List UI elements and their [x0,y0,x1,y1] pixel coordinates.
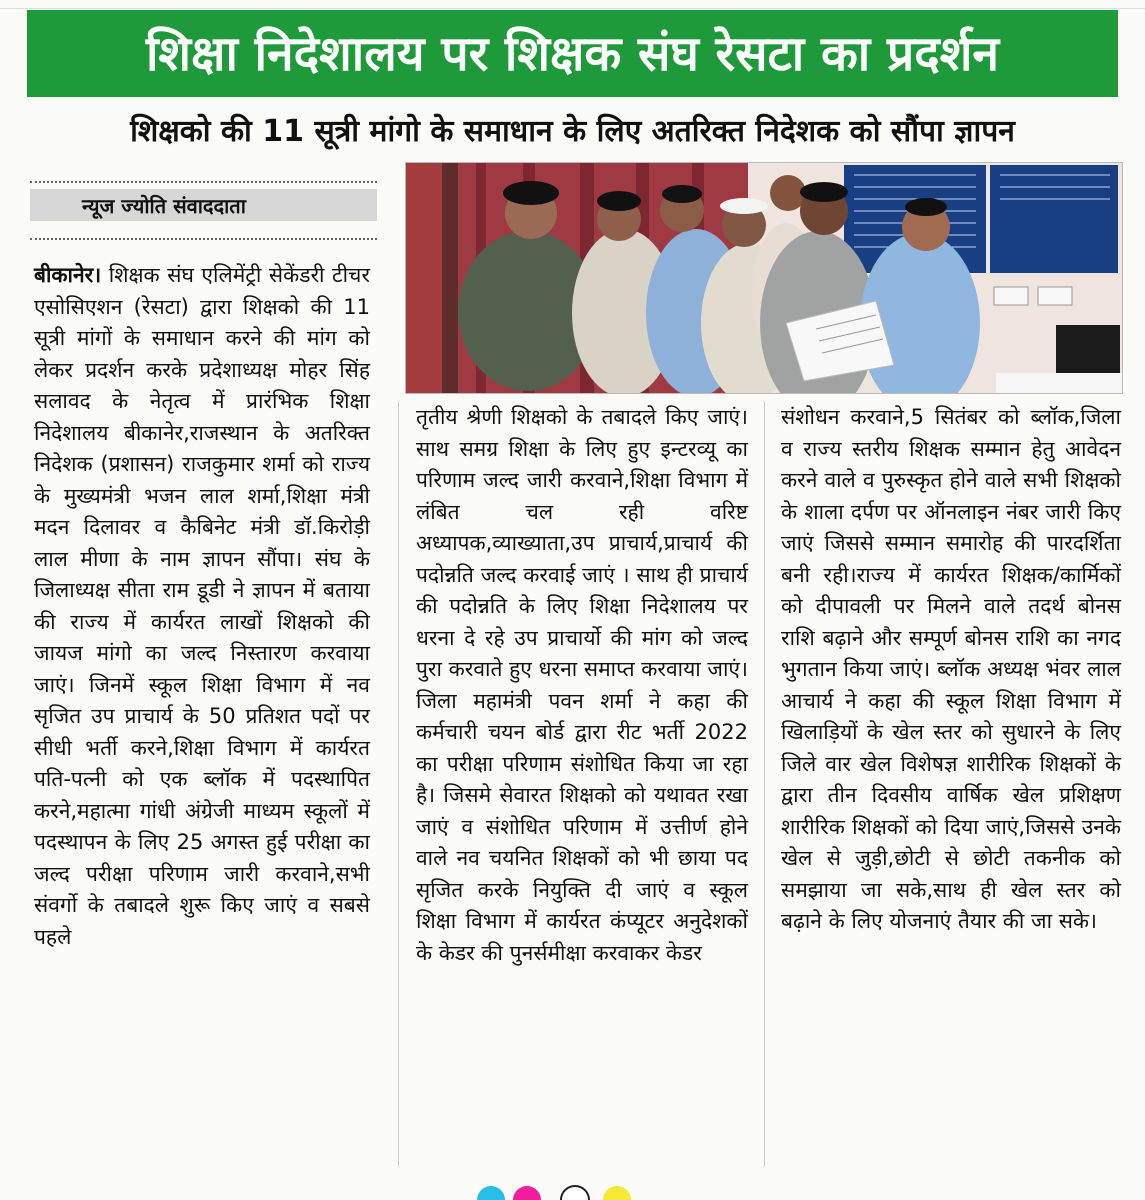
article-column-1-text: शिक्षक संघ एलिमेंट्री सेकेंडरी टीचर एसोसिएशन (रेसटा) द्वारा शिक्षको की 11 सूत्री मांगों के समाधान करने की मांग को लेकर प्रदर्शन करके प्रदेशाध्यक्ष मोहर सिंह सलावद के नेतृत्व में प्रारंभिक शिक्षा निदेशालय बीकानेर,राजस्थान के अतरिक्त निदेशक (प्रशासन) राजकुमार शर्मा को राज्य के मुख्यमंत्री भजन लाल शर्मा,शिक्षा मंत्री मदन दिलावर व कैबिनेट मंत्री डॉ.किरोड़ी लाल मीणा के नाम ज्ञापन सौंपा। संघ के जिलाध्यक्ष सीता राम डूडी ने ज्ञापन में बताया की राज्य में कार्यरत लाखों शिक्षको की जायज मांगो का जल्द निस्तारण करवाया जाएं। जिनमें स्कूल शिक्षा विभाग में नव सृजित उप प्राचार्य के 50 प्रतिशत पदों पर सीधी भर्ती करने,शिक्षा विभाग में कार्यरत पति-पत्नी को एक ब्लॉक में पदस्थापित करने,महात्मा गांधी अंग्रेजी माध्यम स्कूलों में पदस्थापन के लिए 25 अगस्त हुई परीक्षा का जल्द परीक्षा परिणाम जारी करवाने,सभी संवर्गो के तबादले शुरू किए जाएं व सबसे पहले [34,263,370,949]
column-divider-2 [764,402,765,1166]
headline: शिक्षा निदेशालय पर शिक्षक संघ रेसटा का प्रदर्शन [145,25,1000,82]
top-edge-strip [0,0,1145,9]
article-column-3: संशोधन करवाने,5 सितंबर को ब्लॉक,जिला व राज्य स्तरीय शिक्षक सम्मान हेतु आवेदन करने वाले व पुरुस्कृत होने वाले सभी शिक्षको के शाला दर्पण पर ऑनलाइन नंबर जारी किए जाएं जिससे सम्मान समारोह की पारदर्शिता बनी रही।राज्य में कार्यरत शिक्षक/कार्मिकों को दीपावली पर मिलने वाले तदर्थ बोनस राशि बढ़ाने और सम्पूर्ण बोनस राशि का नगद भुगतान किया जाएं। ब्लॉक अध्यक्ष भंवर लाल आचार्य ने कहा की स्कूल शिक्षा विभाग में खिलाड़ियों के खेल स्तर को सुधारने के लिए जिले वार खेल विशेषज्ञ शारीरिक शिक्षकों के द्वारा तीन दिवसीय वार्षिक खेल प्रशिक्षण शारीरिक शिक्षकों को दिया जाएं,जिससे उनके खेल से जुड़ी,छोटी से छोटी तकनीक को समझाया जा सके,साथ ही खेल स्तर को बढ़ाने के लिए योजनाएं तैयार की जा सके। [781,405,1121,933]
article-column-2: तृतीय श्रेणी शिक्षको के तबादले किए जाएं।साथ समग्र शिक्षा के लिए हुए इन्टरव्यू का परिणाम जल्द जारी करवाने,शिक्षा विभाग में लंबित चल रही वरिष्ट अध्यापक,व्याख्याता,उप प्राचार्य,प्राचार्य की पदोन्नति जल्द करवाई जाएं । साथ ही प्राचार्य की पदोन्नति के लिए शिक्षा निदेशालय पर धरना दे रहे उप प्राचार्यो की मांग को जल्द पुरा करवाते हुए धरना समाप्त करवाया जाएं।जिला महामंत्री पवन शर्मा ने कहा की कर्मचारी चयन बोर्ड द्वारा रीट भर्ती 2022 का परीक्षा परिणाम संशोधित किया जा रहा है। जिसमे सेवारत शिक्षको को यथावत रखा जाएं व संशोधित परिणाम में उत्तीर्ण होने वाले नव चयनित शिक्षकों को भी छाया पद सृजित करके नियुक्ति दी जाएं व स्कूल शिक्षा विभाग में कार्यरत कंप्यूटर अनुदेशकों के केडर की पुनर्समीक्षा करवाकर केडर [416,405,748,965]
print-registration-marks [0,1170,1145,1200]
subheadline: शिक्षको की 11 सूत्री मांगो के समाधान के लिए अतरिक्त निदेशक को सौंपा ज्ञापन [130,113,1015,149]
byline-top-divider [30,181,377,183]
news-photo [405,162,1123,394]
byline-text: न्यूज ज्योति संवाददाता [82,193,246,218]
dateline: बीकानेर। [34,263,102,287]
column-divider-1 [398,402,399,1166]
byline-bottom-divider [30,238,377,240]
news-photo-illustration [406,163,1123,394]
byline [30,189,377,221]
headline-banner [27,10,1118,97]
article-column-1 [34,260,370,953]
